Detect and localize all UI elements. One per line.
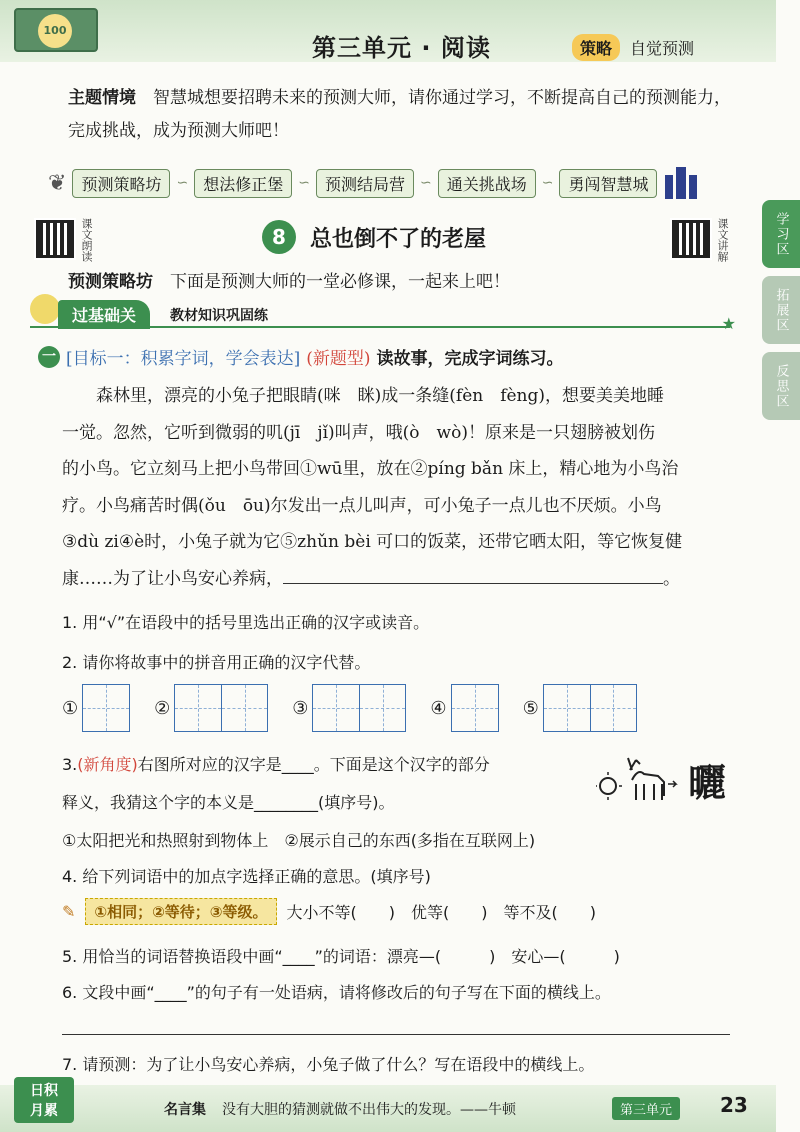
- grid-label: ④: [430, 697, 447, 719]
- grid-5[interactable]: [543, 684, 637, 732]
- theme-text: 智慧城想要招聘未来的预测大师，请你通过学习，不断提高自己的预测能力，完成挑战，成为预测大师吧！: [68, 88, 731, 141]
- theme-paragraph: [68, 82, 740, 148]
- chain-icon: ∽: [176, 175, 189, 191]
- story-line: ③dù zi④è时，小兔子就为它⑤zhǔn bèi 可口的饭菜，还带它晒太阳，等它恢复健: [62, 532, 683, 552]
- question-3-num: 3.: [62, 755, 78, 774]
- stage-5: 勇闯智慧城: [559, 169, 657, 198]
- question-3: [62, 752, 582, 775]
- section-banner: [30, 300, 736, 333]
- grid-2[interactable]: [174, 684, 268, 732]
- grid-label: ③: [292, 697, 309, 719]
- question-3-options: ①太阳把光和热照射到物体上 ②展示自己的东西(多指在互联网上): [62, 831, 536, 850]
- story-passage: [62, 378, 738, 597]
- lesson-number: 8: [262, 220, 296, 254]
- daily-tag-line: 日积: [30, 1083, 58, 1099]
- footer-quote: [164, 1099, 516, 1119]
- logo-sign-icon: [14, 8, 98, 52]
- question-5[interactable]: 5. 用恰当的词语替换语段中画“____”的词语：漂亮—( ) 安心—( ): [62, 947, 620, 966]
- section-subtitle: 教材知识巩固练: [170, 308, 268, 324]
- tab-reflect[interactable]: 反思区: [762, 352, 800, 420]
- question-1: 1. 用“√”在语段中的括号里选出正确的汉字或读音。: [62, 613, 430, 632]
- grid-4[interactable]: [451, 684, 499, 732]
- grid-label: ①: [62, 697, 79, 719]
- question-3-text: 右图所对应的汉字是____。下面是这个汉字的部分: [137, 755, 490, 774]
- grid-label: ⑤: [522, 697, 539, 719]
- qr-code-icon[interactable]: [36, 220, 74, 258]
- castle-icon: [663, 165, 699, 201]
- logo-100: 100: [38, 14, 72, 48]
- goal-line: [38, 344, 564, 369]
- sidebar-tabs: [762, 200, 800, 428]
- chain-icon: ∽: [298, 175, 310, 191]
- quote-text: 没有大胆的猜测就做不出伟大的发现。——牛顿: [222, 1102, 516, 1118]
- footer-unit: 第三单元: [612, 1097, 680, 1120]
- stage-2: 想法修正堡: [194, 169, 292, 198]
- strategy-label: [572, 34, 694, 61]
- workshop-label: 预测策略坊: [68, 272, 153, 292]
- story-line: 疗。小鸟痛苦时偶(ǒu ōu)尔发出一点儿叫声，可小兔子一点儿也不厌烦。小鸟: [62, 495, 662, 516]
- story-line-end: 。: [663, 568, 680, 589]
- qr-right-label: 课文讲解: [716, 218, 729, 262]
- page-number: 23: [720, 1093, 748, 1117]
- goal-number: 一: [38, 346, 60, 368]
- goal-tag: (新题型): [306, 349, 371, 369]
- answer-line[interactable]: [62, 1034, 730, 1035]
- chain-icon: ∽: [541, 175, 554, 191]
- question-4: 4. 给下列词语中的加点字选择正确的意思。(填序号): [62, 867, 431, 886]
- stage-4: 通关挑战场: [438, 169, 536, 198]
- strategy-text: 自觉预测: [630, 39, 695, 58]
- daily-tag-line: 月累: [30, 1103, 58, 1119]
- lesson-title: 总也倒不了的老屋: [310, 226, 487, 252]
- quote-label: 名言集: [164, 1102, 206, 1118]
- qr-left-label: 课文朗读: [80, 218, 93, 262]
- stage-1: 预测策略坊: [72, 169, 170, 198]
- question-3-cont: 释义，我猜这个字的本义是________(填序号)。: [62, 793, 395, 812]
- question-4-row: [62, 898, 596, 925]
- meaning-hint: ①相同；②等待；③等级。: [85, 898, 276, 925]
- tab-study[interactable]: 学习区: [762, 200, 800, 268]
- story-line: [62, 561, 738, 598]
- story-line: 森林里，漂亮的小兔子把眼睛(咪 眯)成一条缝(fèn fèng)，想要美美地睡: [96, 386, 665, 406]
- qr-code-icon[interactable]: [672, 220, 710, 258]
- story-line: 的小鸟。它立刻马上把小鸟带回①wū里，放在②píng bǎn 床上，精心地为小鸟治: [62, 459, 679, 479]
- goal-text: 读故事，完成字词练习。: [376, 349, 564, 369]
- swirl-icon: ❦: [48, 170, 67, 196]
- question-7: 7. 请预测：为了让小鸟安心养病，小兔子做了什么？写在语段中的横线上。: [62, 1055, 595, 1074]
- section-badge: 过基础关: [58, 300, 150, 329]
- star-badge-icon: [30, 294, 60, 324]
- answer-grids: [62, 684, 637, 732]
- answer-blank[interactable]: [283, 583, 663, 584]
- page-footer: [0, 1085, 776, 1132]
- theme-label: 主题情境: [68, 88, 136, 108]
- goal-target: [目标一：积累字词，学会表达]: [66, 349, 301, 369]
- workshop-intro: [68, 266, 740, 299]
- question-2: 2. 请你将故事中的拼音用正确的汉字代替。: [62, 653, 371, 672]
- stage-3: 预测结局营: [316, 169, 414, 198]
- grid-3[interactable]: [312, 684, 406, 732]
- unit-title: 第三单元 · 阅读: [312, 34, 491, 62]
- tab-extend[interactable]: 拓展区: [762, 276, 800, 344]
- grid-label: ②: [154, 697, 171, 719]
- lesson-heading: [262, 220, 486, 254]
- story-line: 一觉。忽然，它听到微弱的叽(jī jǐ)叫声，哦(ò wò)！原来是一只翅膀被划伤: [62, 422, 655, 443]
- stage-path: [48, 165, 699, 201]
- star-icon: ★: [721, 314, 736, 333]
- story-line-text: 康……为了让小鸟安心养病，: [62, 568, 283, 589]
- page-header: [0, 0, 776, 62]
- question-3-tag: (新角度): [77, 755, 138, 774]
- workshop-text: 下面是预测大师的一堂必修课，一起来上吧！: [170, 272, 510, 292]
- question-6: 6. 文段中画“____”的句子有一处语病，请将修改后的句子写在下面的横线上。: [62, 983, 611, 1002]
- daily-tag: [14, 1077, 74, 1123]
- question-4-items[interactable]: 大小不等( ) 优等( ) 等不及( ): [286, 903, 596, 922]
- ancient-glyph: 曬: [688, 760, 727, 805]
- pencil-icon: ✎: [62, 902, 76, 921]
- strategy-badge: 策略: [572, 34, 620, 61]
- grid-1[interactable]: [82, 684, 130, 732]
- chain-icon: ∽: [419, 175, 432, 191]
